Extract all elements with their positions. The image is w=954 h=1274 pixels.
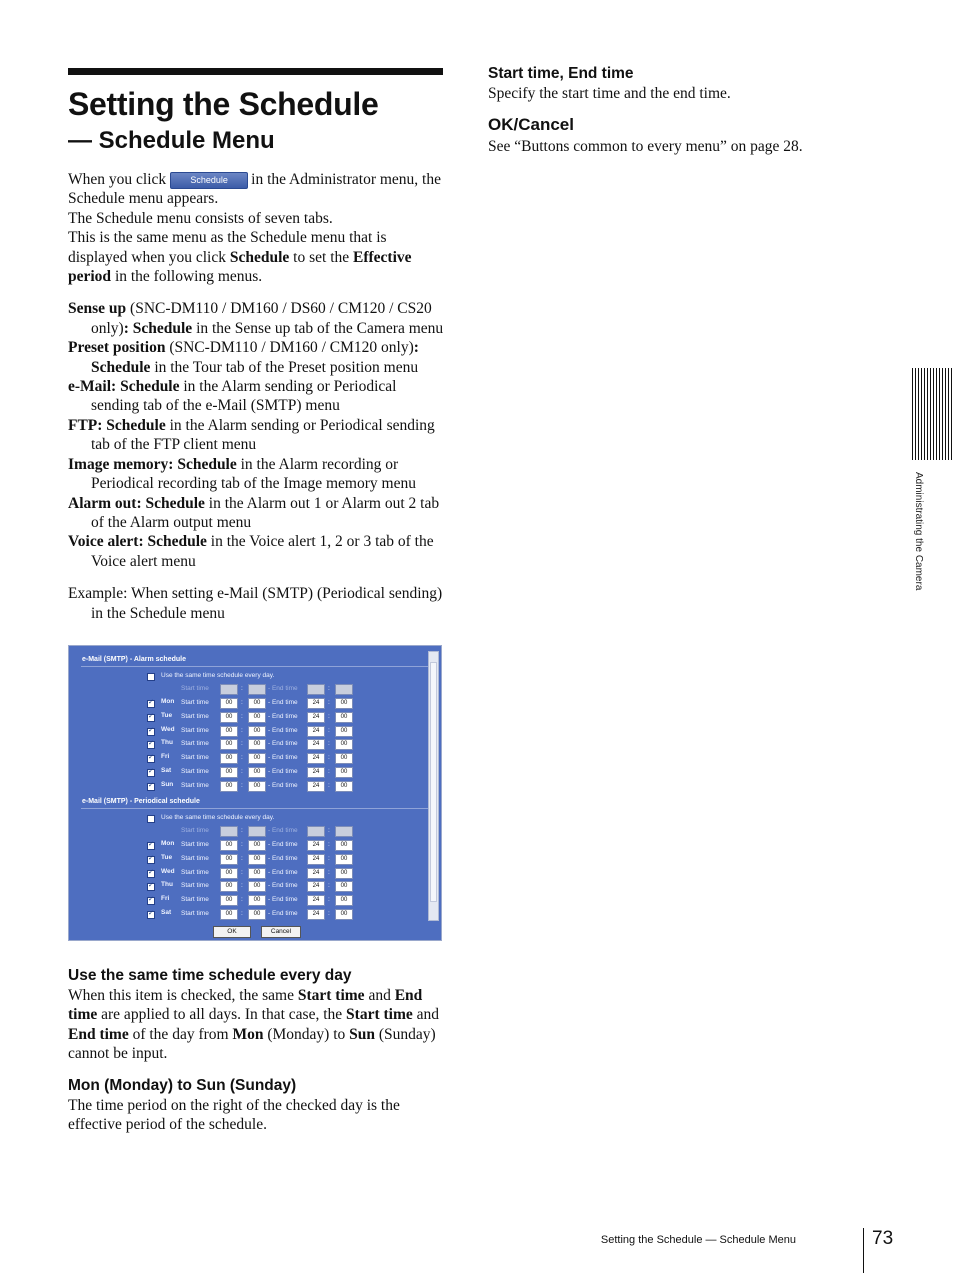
end-hour-field[interactable]: 24 bbox=[307, 767, 325, 778]
start-minute-field[interactable]: 00 bbox=[248, 881, 266, 892]
menu-item-bold: : Schedule bbox=[91, 339, 419, 376]
colon-separator: : bbox=[241, 868, 243, 876]
periodical-schedule-title: e-Mail (SMTP) - Periodical schedule bbox=[82, 798, 200, 805]
colon-separator: : bbox=[241, 827, 243, 834]
menu-item bbox=[68, 377, 444, 416]
start-end-heading: Start time, End time bbox=[488, 65, 634, 82]
start-time-label: Start time bbox=[181, 841, 209, 848]
end-minute-field[interactable]: 00 bbox=[335, 767, 353, 778]
intro-p1 bbox=[68, 170, 444, 209]
colon-separator: : bbox=[241, 910, 243, 917]
end-hour-field[interactable]: 24 bbox=[307, 909, 325, 920]
end-hour-field[interactable]: 24 bbox=[307, 868, 325, 879]
day-row bbox=[69, 739, 429, 751]
day-checkbox[interactable] bbox=[147, 842, 155, 850]
menu-item-bold: e-Mail: Schedule bbox=[68, 378, 180, 396]
start-hour-field: 00 bbox=[220, 826, 238, 837]
colon-separator: : bbox=[328, 726, 330, 734]
start-time-label: Start time bbox=[181, 768, 209, 775]
start-hour-field[interactable]: 00 bbox=[220, 854, 238, 865]
intro-text: to set the bbox=[289, 248, 354, 266]
mon-sun-text: The time period on the right of the checked day is the effective period of the schedule. bbox=[68, 1096, 400, 1134]
start-minute-field: 00 bbox=[248, 684, 266, 695]
same-time-heading: Use the same time schedule every day bbox=[68, 967, 352, 984]
end-minute-field[interactable]: 00 bbox=[335, 739, 353, 750]
day-label: Wed bbox=[161, 867, 175, 875]
example-caption: Example: When setting e-Mail (SMTP) (Periodical sending) in the Schedule menu bbox=[68, 585, 443, 622]
start-hour-field[interactable]: 00 bbox=[220, 868, 238, 879]
right-column bbox=[488, 64, 848, 157]
end-minute-field[interactable]: 00 bbox=[335, 698, 353, 709]
start-time-label: Start time bbox=[181, 868, 209, 876]
start-minute-field[interactable]: 00 bbox=[248, 895, 266, 906]
colon-separator: : bbox=[328, 868, 330, 876]
end-minute-field[interactable]: 00 bbox=[335, 881, 353, 892]
bold: End time bbox=[68, 987, 423, 1024]
start-minute-field[interactable]: 00 bbox=[248, 712, 266, 723]
colon-separator: : bbox=[241, 768, 243, 775]
menu-item-text: in the Voice alert 1, 2 or 3 tab of the Voice alert menu bbox=[91, 533, 434, 570]
start-hour-field[interactable]: 00 bbox=[220, 712, 238, 723]
menu-item-bold: : Schedule bbox=[123, 319, 193, 337]
same-time-row bbox=[69, 826, 429, 838]
menu-list bbox=[68, 299, 444, 571]
menu-item-text: in the Alarm recording or Periodical recording tab of the Image memory menu bbox=[91, 455, 416, 493]
day-checkbox[interactable] bbox=[147, 897, 155, 905]
menu-item bbox=[68, 299, 444, 338]
start-hour-field: 00 bbox=[220, 684, 238, 695]
start-minute-field[interactable]: 00 bbox=[248, 868, 266, 879]
day-row bbox=[69, 840, 429, 852]
end-time-label: - End time bbox=[268, 781, 298, 789]
menu-item-bold: Sense up bbox=[68, 300, 127, 318]
menu-item-text: in the Alarm out 1 or Alarm out 2 tab of the Alarm output menu bbox=[91, 494, 440, 531]
colon-separator: : bbox=[241, 726, 243, 734]
day-row bbox=[69, 726, 429, 738]
start-minute-field[interactable]: 00 bbox=[248, 854, 266, 865]
end-hour-field[interactable]: 24 bbox=[307, 881, 325, 892]
end-hour-field: 24 bbox=[307, 826, 325, 837]
end-minute-field[interactable]: 00 bbox=[335, 854, 353, 865]
day-label: Mon bbox=[161, 840, 175, 847]
schedule-button-image: Schedule bbox=[170, 172, 248, 189]
colon-separator: : bbox=[241, 882, 243, 890]
menu-item-text: in the Alarm sending or Periodical sending tab of the FTP client menu bbox=[91, 416, 435, 454]
day-checkbox[interactable] bbox=[147, 856, 155, 864]
same-time-text bbox=[68, 986, 444, 1064]
menu-item-bold: Alarm out: Schedule bbox=[68, 494, 205, 512]
text: When this item is checked, the same bbox=[68, 987, 298, 1004]
colon-separator: : bbox=[328, 740, 330, 748]
day-row bbox=[69, 868, 429, 880]
start-time-label: Start time bbox=[181, 726, 209, 734]
same-time-label: Use the same time schedule every day. bbox=[161, 814, 275, 821]
bold: Start time bbox=[297, 987, 365, 1004]
end-time-label: - End time bbox=[268, 768, 298, 775]
start-minute-field[interactable]: 00 bbox=[248, 753, 266, 764]
day-checkbox[interactable] bbox=[147, 883, 155, 891]
running-title: Setting the Schedule — Schedule Menu bbox=[600, 1234, 796, 1246]
start-time-label: Start time bbox=[181, 896, 209, 904]
end-time-label: - End time bbox=[268, 699, 298, 706]
start-time-label: Start time bbox=[181, 699, 209, 706]
same-time-row bbox=[69, 684, 429, 696]
intro-text: When you click bbox=[68, 171, 167, 188]
colon-separator: : bbox=[241, 699, 243, 706]
end-time-label: - End time bbox=[268, 868, 298, 876]
menu-item-text: in the Alarm sending or Periodical sending tab of the e-Mail (SMTP) menu bbox=[91, 378, 397, 415]
intro-text: This is the same menu as the Schedule menu that is displayed when you click bbox=[68, 229, 387, 266]
menu-item-text: (SNC-DM110 / DM160 / DS60 / CM120 / CS20 only) bbox=[91, 300, 432, 337]
start-minute-field[interactable]: 00 bbox=[248, 726, 266, 737]
bold: End time bbox=[68, 1025, 129, 1043]
page-number: 73 bbox=[872, 1228, 894, 1249]
footer-divider bbox=[863, 1228, 864, 1273]
day-checkbox[interactable] bbox=[147, 769, 155, 777]
start-hour-field[interactable]: 00 bbox=[220, 739, 238, 750]
start-time-label: Start time bbox=[181, 754, 209, 762]
start-hour-field[interactable]: 00 bbox=[220, 767, 238, 778]
menu-item bbox=[68, 455, 444, 494]
day-row bbox=[69, 753, 429, 765]
day-label: Thu bbox=[161, 739, 173, 747]
start-minute-field[interactable]: 00 bbox=[248, 781, 266, 792]
day-label: Fri bbox=[161, 753, 170, 761]
start-hour-field[interactable]: 00 bbox=[220, 781, 238, 792]
menu-item bbox=[68, 494, 444, 533]
end-time-label: - End time bbox=[268, 754, 298, 762]
start-minute-field[interactable]: 00 bbox=[248, 909, 266, 920]
page-title: Setting the Schedule bbox=[68, 86, 379, 122]
end-minute-field: 00 bbox=[335, 826, 353, 837]
start-time-label: Start time bbox=[181, 740, 209, 748]
day-checkbox[interactable] bbox=[147, 714, 155, 722]
colon-separator: : bbox=[328, 754, 330, 762]
colon-separator: : bbox=[328, 781, 330, 789]
end-minute-field[interactable]: 00 bbox=[335, 909, 353, 920]
end-minute-field[interactable]: 00 bbox=[335, 712, 353, 723]
colon-separator: : bbox=[328, 841, 330, 848]
menu-item-bold: Voice alert: Schedule bbox=[68, 533, 207, 551]
start-time-label: Start time bbox=[181, 827, 209, 834]
page-subtitle: — Schedule Menu bbox=[68, 127, 275, 154]
day-checkbox[interactable] bbox=[147, 700, 155, 708]
divider bbox=[81, 808, 434, 809]
end-hour-field[interactable]: 24 bbox=[307, 698, 325, 709]
end-hour-field[interactable]: 24 bbox=[307, 753, 325, 764]
day-row bbox=[69, 767, 429, 779]
day-label: Sat bbox=[161, 767, 172, 774]
colon-separator: : bbox=[328, 768, 330, 775]
start-hour-field[interactable]: 00 bbox=[220, 753, 238, 764]
page-footer bbox=[600, 1228, 900, 1274]
day-checkbox[interactable] bbox=[147, 911, 155, 919]
colon-separator: : bbox=[241, 841, 243, 848]
same-time-label: Use the same time schedule every day. bbox=[161, 672, 275, 679]
day-row bbox=[69, 698, 429, 710]
day-checkbox[interactable] bbox=[147, 741, 155, 749]
menu-item-text: (SNC-DM110 / DM160 / CM120 only) bbox=[165, 339, 414, 357]
bold: Start time bbox=[346, 1006, 413, 1024]
ok-button[interactable]: OK bbox=[213, 926, 251, 938]
side-chapter-label bbox=[910, 472, 924, 622]
end-time-label: - End time bbox=[268, 841, 298, 848]
schedule-screenshot bbox=[68, 645, 442, 941]
end-time-label: - End time bbox=[268, 712, 298, 720]
menu-item-bold: FTP: Schedule bbox=[68, 416, 166, 434]
end-time-label: - End time bbox=[268, 896, 298, 904]
day-row bbox=[69, 909, 429, 921]
day-checkbox[interactable] bbox=[147, 728, 155, 736]
day-checkbox[interactable] bbox=[147, 783, 155, 791]
end-time-label: - End time bbox=[268, 740, 298, 748]
intro-text: in the Administrator menu, the Schedule menu appears. bbox=[68, 171, 441, 208]
menu-item-text: in the Sense up tab of the Camera menu bbox=[192, 319, 444, 337]
colon-separator: : bbox=[241, 685, 243, 692]
end-time-label: - End time bbox=[268, 910, 298, 917]
day-label: Mon bbox=[161, 698, 175, 705]
thumb-index-tab bbox=[912, 368, 954, 460]
colon-separator: : bbox=[328, 827, 330, 834]
start-hour-field[interactable]: 00 bbox=[220, 881, 238, 892]
colon-separator: : bbox=[241, 740, 243, 748]
mon-sun-heading: Mon (Monday) to Sun (Sunday) bbox=[68, 1076, 297, 1094]
text: and bbox=[412, 1006, 440, 1024]
bold: Mon bbox=[232, 1025, 264, 1043]
colon-separator: : bbox=[241, 712, 243, 720]
intro-bold: Effective period bbox=[68, 248, 412, 286]
end-minute-field[interactable]: 00 bbox=[335, 781, 353, 792]
colon-separator: : bbox=[328, 896, 330, 904]
same-time-option bbox=[69, 671, 429, 683]
colon-separator: : bbox=[328, 699, 330, 706]
text: (Sunday) cannot be input. bbox=[68, 1025, 436, 1063]
start-hour-field[interactable]: 00 bbox=[220, 895, 238, 906]
menu-item bbox=[68, 338, 444, 377]
start-end-text: Specify the start time and the end time. bbox=[488, 85, 731, 102]
same-time-checkbox[interactable] bbox=[147, 815, 155, 823]
end-hour-field[interactable]: 24 bbox=[307, 739, 325, 750]
text: (Monday) to bbox=[263, 1025, 350, 1043]
same-time-option bbox=[69, 813, 429, 825]
end-hour-field[interactable]: 24 bbox=[307, 726, 325, 737]
alarm-schedule-title: e-Mail (SMTP) - Alarm schedule bbox=[82, 656, 186, 663]
day-label: Thu bbox=[161, 881, 173, 889]
start-minute-field[interactable]: 00 bbox=[248, 767, 266, 778]
intro bbox=[68, 170, 444, 286]
start-minute-field[interactable]: 00 bbox=[248, 739, 266, 750]
day-row bbox=[69, 895, 429, 907]
day-row bbox=[69, 781, 429, 793]
day-row bbox=[69, 881, 429, 893]
day-label: Wed bbox=[161, 725, 175, 733]
start-minute-field[interactable]: 00 bbox=[248, 840, 266, 851]
end-minute-field[interactable]: 00 bbox=[335, 726, 353, 737]
text: of the day from bbox=[128, 1025, 233, 1043]
end-time-label: - End time bbox=[268, 882, 298, 890]
colon-separator: : bbox=[328, 882, 330, 890]
day-label: Fri bbox=[161, 895, 170, 903]
start-time-label: Start time bbox=[181, 882, 209, 890]
end-minute-field[interactable]: 00 bbox=[335, 868, 353, 879]
start-hour-field[interactable]: 00 bbox=[220, 909, 238, 920]
menu-item-bold: Preset position bbox=[68, 339, 166, 357]
end-hour-field: 24 bbox=[307, 684, 325, 695]
end-hour-field[interactable]: 24 bbox=[307, 895, 325, 906]
menu-item bbox=[68, 416, 444, 455]
divider bbox=[81, 666, 434, 667]
intro-p3 bbox=[68, 228, 444, 286]
end-hour-field[interactable]: 24 bbox=[307, 854, 325, 865]
end-hour-field[interactable]: 24 bbox=[307, 712, 325, 723]
end-time-label: - End time bbox=[268, 726, 298, 734]
end-minute-field: 00 bbox=[335, 684, 353, 695]
lower-sections bbox=[68, 966, 444, 1134]
colon-separator: : bbox=[241, 781, 243, 789]
start-time-label: Start time bbox=[181, 854, 209, 862]
text: and bbox=[364, 987, 395, 1004]
colon-separator: : bbox=[328, 854, 330, 862]
scrollbar[interactable] bbox=[428, 651, 439, 921]
colon-separator: : bbox=[241, 896, 243, 904]
day-checkbox[interactable] bbox=[147, 870, 155, 878]
end-hour-field[interactable]: 24 bbox=[307, 840, 325, 851]
cancel-button[interactable]: Cancel bbox=[261, 926, 301, 938]
colon-separator: : bbox=[241, 854, 243, 862]
bold: Sun bbox=[349, 1025, 375, 1043]
end-minute-field[interactable]: 00 bbox=[335, 895, 353, 906]
intro-p2: The Schedule menu consists of seven tabs. bbox=[68, 209, 333, 227]
day-label: Tue bbox=[161, 853, 173, 861]
start-hour-field[interactable]: 00 bbox=[220, 726, 238, 737]
start-minute-field[interactable]: 00 bbox=[248, 698, 266, 709]
day-row bbox=[69, 854, 429, 866]
menu-item bbox=[68, 532, 444, 571]
menu-item-text: in the Tour tab of the Preset position menu bbox=[150, 358, 419, 376]
colon-separator: : bbox=[328, 712, 330, 720]
start-hour-field[interactable]: 00 bbox=[220, 698, 238, 709]
ok-cancel-heading: OK/Cancel bbox=[488, 115, 574, 135]
ok-cancel-text: See “Buttons common to every menu” on page 28. bbox=[488, 138, 803, 156]
left-column bbox=[68, 68, 444, 623]
day-label: Sun bbox=[161, 780, 174, 788]
heading-rule bbox=[68, 68, 443, 75]
intro-text: in the following menus. bbox=[111, 268, 263, 286]
same-time-checkbox[interactable] bbox=[147, 673, 155, 681]
start-time-label: Start time bbox=[181, 910, 209, 917]
start-hour-field[interactable]: 00 bbox=[220, 840, 238, 851]
colon-separator: : bbox=[328, 910, 330, 917]
text: are applied to all days. In that case, the bbox=[97, 1006, 347, 1024]
menu-item-bold: Image memory: Schedule bbox=[68, 455, 237, 473]
scrollbar-thumb[interactable] bbox=[430, 662, 437, 902]
colon-separator: : bbox=[328, 685, 330, 692]
colon-separator: : bbox=[241, 754, 243, 762]
start-time-label: Start time bbox=[181, 712, 209, 720]
start-time-label: Start time bbox=[181, 685, 209, 692]
day-label: Sat bbox=[161, 909, 172, 916]
start-minute-field: 00 bbox=[248, 826, 266, 837]
end-minute-field[interactable]: 00 bbox=[335, 840, 353, 851]
side-label-text: Administrating the Camera bbox=[913, 472, 924, 591]
start-time-label: Start time bbox=[181, 781, 209, 789]
intro-bold: Schedule bbox=[229, 248, 290, 266]
end-time-label: - End time bbox=[268, 827, 298, 834]
day-checkbox[interactable] bbox=[147, 755, 155, 763]
end-hour-field[interactable]: 24 bbox=[307, 781, 325, 792]
end-minute-field[interactable]: 00 bbox=[335, 753, 353, 764]
end-time-label: - End time bbox=[268, 685, 298, 692]
end-time-label: - End time bbox=[268, 854, 298, 862]
day-label: Tue bbox=[161, 711, 173, 719]
day-row bbox=[69, 712, 429, 724]
